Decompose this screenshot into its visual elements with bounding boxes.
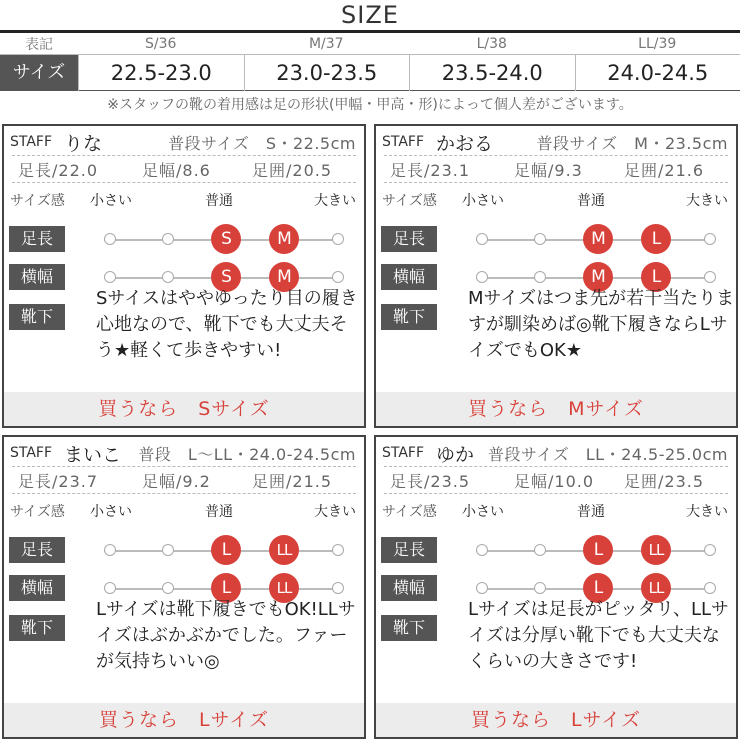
recommended-size: 買うなら Lサイズ	[376, 703, 736, 737]
foot-measurements	[376, 156, 736, 180]
fit-mark-width: M	[269, 262, 299, 292]
fit-mark-length: L	[211, 535, 241, 565]
row-label-length: 足長	[9, 537, 65, 563]
staff-label: STAFF	[10, 445, 53, 461]
fit-mark-width: LL	[641, 573, 671, 603]
row-label-socks: 靴下	[381, 615, 437, 641]
scale-dot	[104, 582, 116, 594]
size-label-ll: LL/39	[638, 35, 677, 52]
fit-mark-width: LL	[269, 573, 299, 603]
foot-girth: 足囲/23.5	[624, 472, 705, 491]
fit-mark-width: L	[641, 262, 671, 292]
scale-dot	[104, 233, 116, 245]
staff-label: STAFF	[382, 134, 425, 150]
row-label-socks: 靴下	[9, 304, 65, 330]
fit-scale-labels	[4, 190, 364, 210]
staff-header	[376, 128, 736, 154]
recommended-size: 買うなら Mサイズ	[376, 392, 736, 426]
staff-comment: Lサイズは足長がピッタリ、LLサイズは分厚い靴下でも大丈夫なくらいの大きさです!	[468, 599, 730, 672]
scale-dot	[332, 582, 344, 594]
row-label-length: 足長	[381, 226, 437, 252]
scale-dot	[704, 544, 716, 556]
staff-name: りな	[64, 133, 103, 155]
scale-big-label: 大きい	[314, 504, 356, 520]
size-range-ll: 24.0-24.5	[575, 55, 740, 91]
divider	[12, 493, 356, 494]
foot-girth: 足囲/21.5	[252, 472, 333, 491]
fit-scale-title: サイズ感	[382, 504, 437, 520]
usual-size: 普段 L〜LL・24.0-24.5cm	[138, 445, 356, 464]
usual-size: 普段サイズ M・23.5cm	[536, 134, 728, 153]
recommended-size: 買うなら Sサイズ	[4, 392, 364, 426]
row-label-length: 足長	[9, 226, 65, 252]
fit-mark-length: L	[641, 224, 671, 254]
usual-size: 普段サイズ LL・24.5-25.0cm	[488, 445, 728, 464]
divider	[384, 182, 728, 183]
usual-size: 普段サイズ S・22.5cm	[168, 134, 356, 153]
foot-width: 足幅/9.2	[142, 472, 211, 491]
size-label-m: M/37	[308, 35, 344, 52]
fit-mark-width: L	[583, 573, 613, 603]
scale-normal-label: 普通	[577, 193, 605, 209]
scale-dot	[162, 233, 174, 245]
size-range-l: 23.5-24.0	[409, 55, 575, 91]
scale-dot	[476, 233, 488, 245]
staff-card-rina	[2, 124, 366, 428]
scale-dot	[104, 544, 116, 556]
size-range-s: 22.5-23.0	[78, 55, 244, 91]
scale-small-label: 小さい	[462, 504, 504, 520]
size-table-header	[0, 33, 740, 55]
scale-dot	[476, 582, 488, 594]
size-table-row	[0, 55, 740, 91]
scale-normal-label: 普通	[205, 193, 233, 209]
fit-mark-length: LL	[269, 535, 299, 565]
fit-mark-length: S	[211, 224, 241, 254]
fit-mark-length: LL	[641, 535, 671, 565]
row-label-width: 横幅	[9, 575, 65, 601]
row-label-width: 横幅	[9, 264, 65, 290]
scale-dot	[162, 544, 174, 556]
scale-dot	[704, 233, 716, 245]
fit-scale-title: サイズ感	[10, 193, 65, 209]
staff-comment: Sサイスはややゆったり目の履き心地なので、靴下でも大丈夫そう★軽くて歩きやすい!	[96, 288, 358, 361]
staff-header	[4, 128, 364, 154]
fit-mark-width: M	[583, 262, 613, 292]
row-label-length: 足長	[381, 537, 437, 563]
staff-name: ゆか	[436, 444, 475, 466]
scale-dot	[332, 233, 344, 245]
staff-card-yuka	[374, 435, 738, 739]
row-label-width: 横幅	[381, 575, 437, 601]
header-label: 表記	[25, 36, 53, 53]
scale-dot	[104, 271, 116, 283]
page-title: SIZE	[341, 1, 399, 29]
scale-big-label: 大きい	[686, 504, 728, 520]
foot-length: 足長/23.1	[390, 161, 471, 180]
recommended-size: 買うなら Lサイズ	[4, 703, 364, 737]
scale-dot	[162, 582, 174, 594]
foot-measurements	[376, 467, 736, 491]
size-table	[0, 33, 740, 91]
fit-mark-width: S	[211, 262, 241, 292]
scale-small-label: 小さい	[90, 193, 132, 209]
fit-mark-width: L	[211, 573, 241, 603]
foot-width: 足幅/10.0	[514, 472, 595, 491]
foot-girth: 足囲/20.5	[252, 161, 333, 180]
divider	[384, 493, 728, 494]
fit-scale-labels	[376, 501, 736, 521]
scale-normal-label: 普通	[205, 504, 233, 520]
fit-mark-length: M	[583, 224, 613, 254]
row-label-socks: 靴下	[381, 304, 437, 330]
row-label-width: 横幅	[381, 264, 437, 290]
fit-scale-title: サイズ感	[10, 504, 65, 520]
scale-dot	[534, 544, 546, 556]
scale-small-label: 小さい	[462, 193, 504, 209]
scale-dot	[704, 582, 716, 594]
fit-mark-length: M	[269, 224, 299, 254]
scale-big-label: 大きい	[314, 193, 356, 209]
staff-card-maiko	[2, 435, 366, 739]
scale-small-label: 小さい	[90, 504, 132, 520]
staff-header	[376, 439, 736, 465]
staff-card-kaoru	[374, 124, 738, 428]
row-label-socks: 靴下	[9, 615, 65, 641]
size-label-l: L/38	[476, 35, 507, 52]
staff-name: かおる	[436, 133, 494, 155]
scale-dot	[476, 544, 488, 556]
foot-measurements	[4, 156, 364, 180]
size-label-s: S/36	[145, 35, 177, 52]
staff-name: まいこ	[64, 444, 122, 466]
foot-measurements	[4, 467, 364, 491]
foot-girth: 足囲/21.6	[624, 161, 705, 180]
scale-dot	[332, 544, 344, 556]
fit-scale-title: サイズ感	[382, 193, 437, 209]
scale-dot	[534, 271, 546, 283]
size-range-m: 23.0-23.5	[244, 55, 410, 91]
scale-dot	[534, 582, 546, 594]
staff-label: STAFF	[10, 134, 53, 150]
staff-comment: Mサイズはつま先が若干当たりますが馴染めば◎靴下履きならLサイズでもOK★	[468, 288, 735, 361]
staff-label: STAFF	[382, 445, 425, 461]
fit-disclaimer: ※スタッフの靴の着用感は足の形状(甲幅・甲高・形)によって個人差がございます。	[107, 97, 633, 113]
fit-scale-labels	[4, 501, 364, 521]
foot-width: 足幅/9.3	[514, 161, 583, 180]
staff-header	[4, 439, 364, 465]
fit-scale-labels	[376, 190, 736, 210]
row-label-size: サイズ	[0, 55, 78, 91]
foot-length: 足長/23.7	[18, 472, 99, 491]
scale-dot	[534, 233, 546, 245]
scale-normal-label: 普通	[577, 504, 605, 520]
foot-length: 足長/23.5	[390, 472, 471, 491]
scale-big-label: 大きい	[686, 193, 728, 209]
scale-dot	[704, 271, 716, 283]
foot-width: 足幅/8.6	[142, 161, 211, 180]
staff-comment: Lサイズは靴下履きでもOK!LLサイズはぶかぶかでした。ファーが気持ちいい◎	[96, 599, 356, 672]
scale-dot	[162, 271, 174, 283]
scale-dot	[332, 271, 344, 283]
fit-mark-length: L	[583, 535, 613, 565]
scale-dot	[476, 271, 488, 283]
foot-length: 足長/22.0	[18, 161, 99, 180]
divider	[12, 182, 356, 183]
